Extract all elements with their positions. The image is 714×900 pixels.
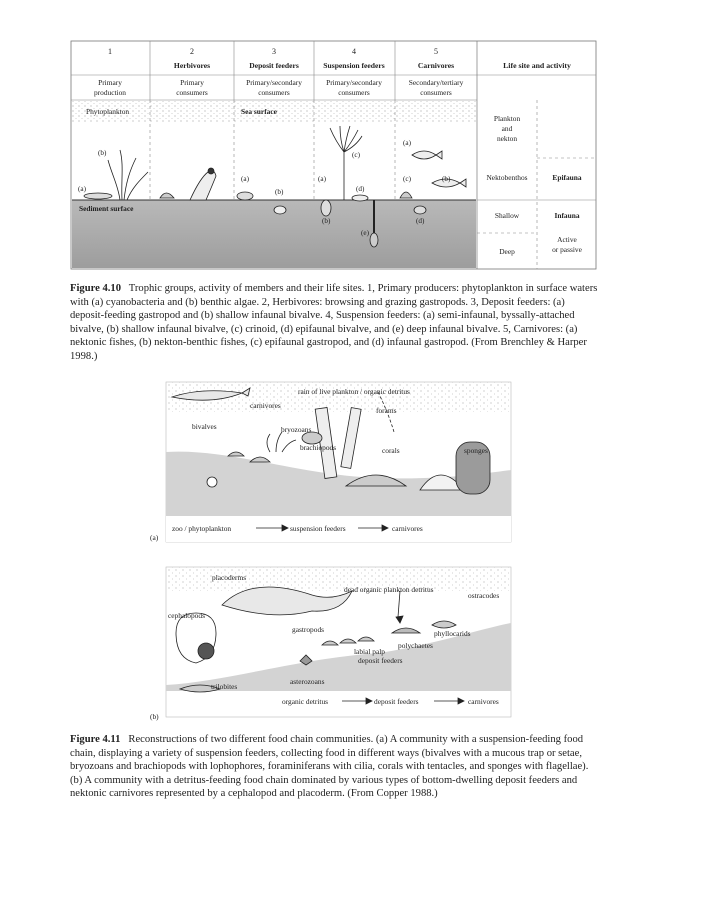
figure-4-11-caption xyxy=(70,733,600,801)
rain-label: rain of live plankton / organic detritus xyxy=(298,387,410,396)
bivalves-label: bivalves xyxy=(192,422,217,431)
figure-4-10 xyxy=(0,0,714,275)
svg-text:Secondary/tertiaryconsumers xyxy=(409,78,464,97)
plankton-label-l2: and xyxy=(501,124,513,133)
col-5-number: 5 xyxy=(434,47,438,56)
chain-a-1: zoo / phytoplankton xyxy=(172,524,232,533)
col-1-number: 1 xyxy=(108,47,112,56)
col-2-role-l1: Primary xyxy=(180,78,204,87)
phyllocarids-label: phyllocarids xyxy=(434,629,471,638)
svg-text:Primary/secondaryconsumers xyxy=(326,78,382,97)
forams-label: forams xyxy=(376,406,397,415)
trilobites-label: trilobites xyxy=(211,682,238,691)
placoderms-label: placoderms xyxy=(212,573,247,582)
svg-text:(c): (c) xyxy=(403,175,411,183)
col-3-role-l2: consumers xyxy=(258,88,290,97)
plankton-label-l3: nekton xyxy=(496,134,518,143)
cephalopods-label: cephalopods xyxy=(168,611,205,620)
sponges-label: sponges xyxy=(464,446,488,455)
infauna-label: Infauna xyxy=(554,211,580,220)
figure-4-11-a xyxy=(0,378,714,548)
brachiopods-label: brachiopods xyxy=(300,443,337,452)
polychaetes-label: polychaetes xyxy=(398,641,433,650)
life-site-header: Life site and activity xyxy=(503,61,571,70)
asterozoans-label: asterozoans xyxy=(290,677,325,686)
svg-text:(a): (a) xyxy=(78,185,86,193)
svg-text:Activeor passive xyxy=(552,235,582,254)
dead-detritus-label: dead organic plankton detritus xyxy=(344,585,434,594)
chain-b-2: deposit feeders xyxy=(374,697,419,706)
svg-text:(b): (b) xyxy=(275,188,284,196)
panel-b-label: (b) xyxy=(150,712,159,721)
figure-4-11-caption-text: Reconstructions of two different food chain communities. (a) A community with a suspension-feeding food chain, displaying a variety of suspension feeders, collecting food in different ways (bivalves with a mucous trap or setae, bryozoans and brachiopods with lophophores, foraminiferans with cilia, corals with tentacles, and sponges with flagellae). (b) A community with a detritus-feeding food chain dominated by various types of bottom-dwelling deposit feeders and nektonic carnivores represented by a cephalopod and placoderm. (From Copper 1988.) xyxy=(70,734,589,799)
corals-label: corals xyxy=(382,446,400,455)
col-3-group: Deposit feeders xyxy=(249,61,299,70)
carnivores-label: carnivores xyxy=(250,401,281,410)
col-4-role-l1: Primary/secondary xyxy=(326,78,382,87)
col-5-group: Carnivores xyxy=(417,61,455,70)
active-label-l2: or passive xyxy=(552,245,582,254)
figure-4-11-b xyxy=(0,563,714,723)
bryozoans-label: bryozoans xyxy=(281,425,312,434)
panel-a-label: (a) xyxy=(150,533,159,542)
figure-4-11-label: Figure 4.11 xyxy=(70,734,121,745)
svg-text:(a): (a) xyxy=(241,175,249,183)
svg-text:(e): (e) xyxy=(361,229,369,237)
deposit-feeders-label: deposit feeders xyxy=(358,656,403,665)
chain-b-1: organic detritus xyxy=(282,697,329,706)
plankton-label-l1: Plankton xyxy=(493,114,521,123)
svg-text:Primaryconsumers xyxy=(176,78,208,97)
svg-text:(d): (d) xyxy=(356,185,365,193)
deep-label: Deep xyxy=(499,247,515,256)
chain-b-3: carnivores xyxy=(468,697,499,706)
col-4-group: Suspension feeders xyxy=(323,61,385,70)
col-2-number: 2 xyxy=(190,47,194,56)
gastropods-label: gastropods xyxy=(292,625,325,634)
svg-text:(d): (d) xyxy=(416,217,425,225)
sea-surface-label: Sea surface xyxy=(241,107,277,116)
col-1-role-l1: Primary xyxy=(98,78,122,87)
shallow-label: Shallow xyxy=(494,211,520,220)
figure-4-10-caption-text: Trophic groups, activity of members and their life sites. 1, Primary producers: phytoplankton in surface waters with (a) cyanobacteria and (b) benthic algae. 2, Herbivores: browsing and grazing gastropods. 3, Deposit feeders: (a) deposit-feeding gastropod and (b) shallow infaunal bivalve. 4, Suspension feeders: (a) semi-infaunal, byssally-attached bivalve, (b) shallow infaunal bivalve, (c) crinoid, (d) epifaunal bivalve, and (e) deep infaunal bivalve. 5, Carnivores: (a) nektonic fishes, (b) nekton-benthic fishes, (c) epifaunal gastropod, and (d) infaunal gastropod. (From Brenchley & Harper 1998.) xyxy=(70,283,598,362)
col-1-role-l2: production xyxy=(93,88,127,97)
col-3-role-l1: Primary/secondary xyxy=(246,78,302,87)
col-4-number: 4 xyxy=(352,47,356,56)
nektobenthos-label: Nektobenthos xyxy=(486,173,528,182)
active-label-l1: Active xyxy=(557,235,577,244)
svg-text:(b): (b) xyxy=(98,149,107,157)
ostracodes-label: ostracodes xyxy=(468,591,500,600)
svg-text:(a): (a) xyxy=(403,139,411,147)
col-5-role-l1: Secondary/tertiary xyxy=(408,78,464,87)
svg-text:Primary/secondaryconsumers xyxy=(246,78,302,97)
col-4-role-l2: consumers xyxy=(338,88,370,97)
svg-text:Planktonandnekton xyxy=(494,114,521,143)
svg-text:(b): (b) xyxy=(322,217,331,225)
figure-4-10-caption xyxy=(70,282,600,363)
col-3-number: 3 xyxy=(272,47,276,56)
col-2-group: Herbivores xyxy=(173,61,211,70)
figure-4-10-label: Figure 4.10 xyxy=(70,283,122,294)
labial-palp-label: labial palp xyxy=(354,647,385,656)
col-5-role-l2: consumers xyxy=(420,88,452,97)
chain-a-3: carnivores xyxy=(392,524,423,533)
phytoplankton-label: Phytoplankton xyxy=(86,107,130,116)
svg-text:Primaryproduction xyxy=(94,78,126,97)
col-2-role-l2: consumers xyxy=(176,88,208,97)
svg-text:(b): (b) xyxy=(442,175,451,183)
sediment-surface-label: Sediment surface xyxy=(79,204,134,213)
chain-a-2: suspension feeders xyxy=(290,524,346,533)
svg-text:(c): (c) xyxy=(352,151,360,159)
epifauna-label: Epifauna xyxy=(552,173,582,182)
svg-text:(a): (a) xyxy=(318,175,326,183)
